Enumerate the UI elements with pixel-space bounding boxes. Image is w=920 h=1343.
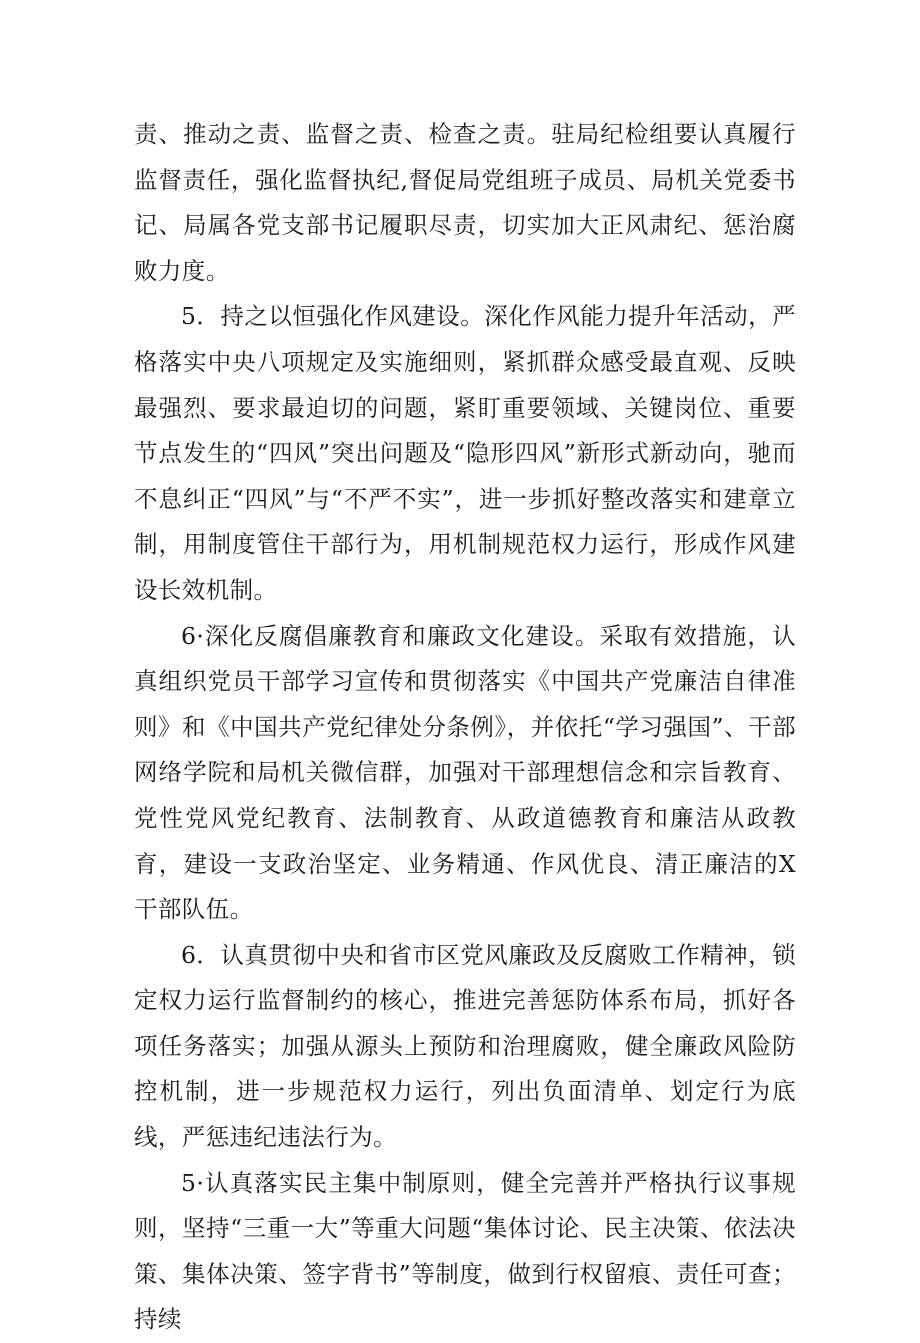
paragraph-1: 责、推动之责、监督之责、检查之责。驻局纪检组要认真履行监督责任，强化监督执纪,督促局党组班子成员、局机关党委书记、局属各党支部书记履职尽责，切实加大正风肃纪、惩治腐败力度。	[134, 120, 796, 285]
paragraph-5: 5·认真落实民主集中制原则，健全完善并严格执行议事规则，坚持“三重一大”等重大问题“集体讨论、民主决策、依法决策、集体决策、签字背书”等制度，做到行权留痕、责任可查；持续	[134, 1168, 796, 1334]
document-body	[134, 112, 796, 1343]
paragraph-3: 6·深化反腐倡廉教育和廉政文化建设。采取有效措施，认真组织党员干部学习宣传和贯彻落实《中国共产党廉洁自律准则》和《中国共产党纪律处分条例》，并依托“学习强国”、干部网络学院和局机关微信群，加强对干部理想信念和宗旨教育、党性党风党纪教育、法制教育、从政道德教育和廉洁从政教育，建设一支政治坚定、业务精通、作风优良、清正廉洁的X干部队伍。	[134, 621, 796, 924]
paragraph-4: 6．认真贯彻中央和省市区党风廉政及反腐败工作精神，锁定权力运行监督制约的核心，推进完善惩防体系布局，抓好各项任务落实；加强从源头上预防和治理腐败，健全廉政风险防控机制，进一步规范权力运行，列出负面清单、划定行为底线，严惩违纪违法行为。	[134, 940, 796, 1152]
paragraph-2: 5．持之以恒强化作风建设。深化作风能力提升年活动，严格落实中央八项规定及实施细则，紧抓群众感受最直观、反映最强烈、要求最迫切的问题，紧盯重要领域、关键岗位、重要节点发生的“四风”突出问题及“隐形四风”新形式新动向，驰而不息纠正“四风”与“不严不实”，进一步抓好整改落实和建章立制，用制度管住干部行为，用机制规范权力运行，形成作风建设长效机制。	[134, 302, 796, 604]
